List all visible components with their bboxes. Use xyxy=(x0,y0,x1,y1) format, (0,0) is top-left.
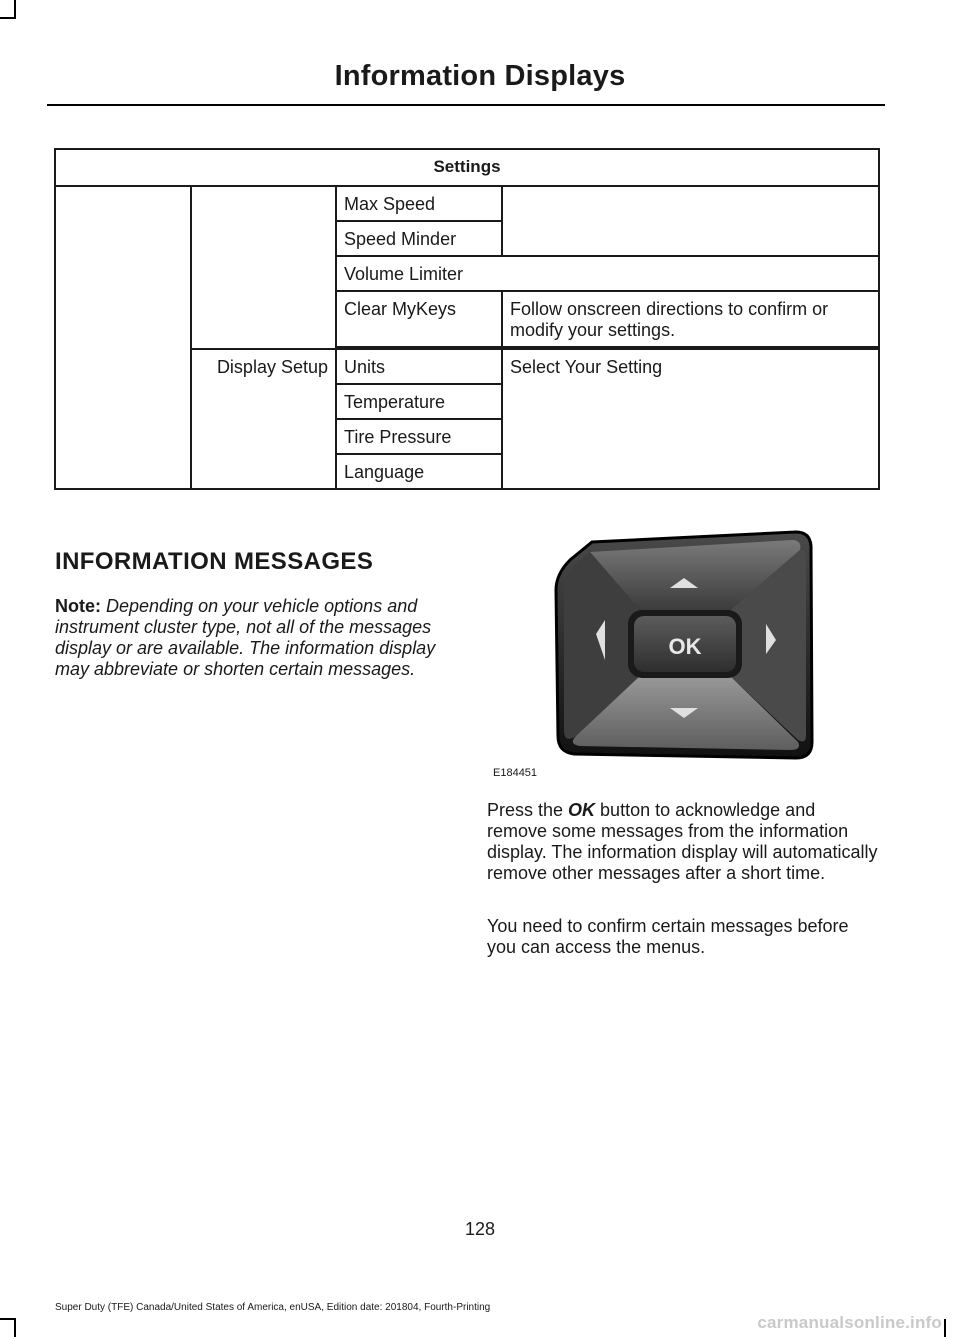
table-cell: Follow onscreen directions to confirm or modify your settings. xyxy=(502,291,879,347)
crop-mark xyxy=(0,1318,16,1320)
note-text: Depending on your vehicle options and instrument cluster type, not all of the messages display or are available. The information display may abbreviate or shorten certain messages. xyxy=(55,596,436,679)
crop-mark xyxy=(14,0,16,18)
steering-wheel-controls-figure xyxy=(552,530,814,762)
watermark[interactable]: carmanualsonline.info xyxy=(757,1313,942,1332)
table-cell-empty xyxy=(502,186,879,256)
table-cell: Volume Limiter xyxy=(336,256,879,291)
table-cell: Units xyxy=(336,349,502,384)
table-caption: Settings xyxy=(55,149,879,186)
ok-emphasis: OK xyxy=(568,800,596,820)
table-cell-empty xyxy=(55,186,191,489)
title-divider xyxy=(47,104,885,106)
ok-button-label: OK xyxy=(668,634,702,659)
crop-mark xyxy=(0,17,16,19)
table-cell: Speed Minder xyxy=(336,221,502,256)
body-text: Press the xyxy=(487,800,569,820)
note-paragraph xyxy=(55,596,447,680)
table-cell: Select Your Setting xyxy=(502,349,879,489)
table-cell: Display Setup xyxy=(191,349,336,489)
settings-table xyxy=(54,148,880,490)
crop-mark xyxy=(944,1319,946,1337)
table-cell: Max Speed xyxy=(336,186,502,221)
page-number: 128 xyxy=(464,1219,496,1239)
table-cell: Temperature xyxy=(336,384,502,419)
table-cell: Tire Pressure xyxy=(336,419,502,454)
section-heading: INFORMATION MESSAGES xyxy=(55,548,374,575)
edition-footer: Super Duty (TFE) Canada/United States of America, enUSA, Edition date: 201804, Fourth-Printing xyxy=(55,1302,491,1313)
table-cell: Clear MyKeys xyxy=(336,291,502,347)
page-title: Information Displays xyxy=(334,60,626,92)
crop-mark xyxy=(14,1319,16,1337)
body-text: button to acknowledge and remove some messages from the information display. The information display will automatically remove other messages after a short time. xyxy=(487,800,878,883)
table-cell-empty xyxy=(191,186,336,349)
body-paragraph: You need to confirm certain messages before you can access the menus. xyxy=(487,916,849,957)
body-paragraph xyxy=(487,800,879,884)
note-label: Note: xyxy=(55,596,101,616)
table-cell: Language xyxy=(336,454,502,489)
figure-id: E184451 xyxy=(493,767,538,779)
